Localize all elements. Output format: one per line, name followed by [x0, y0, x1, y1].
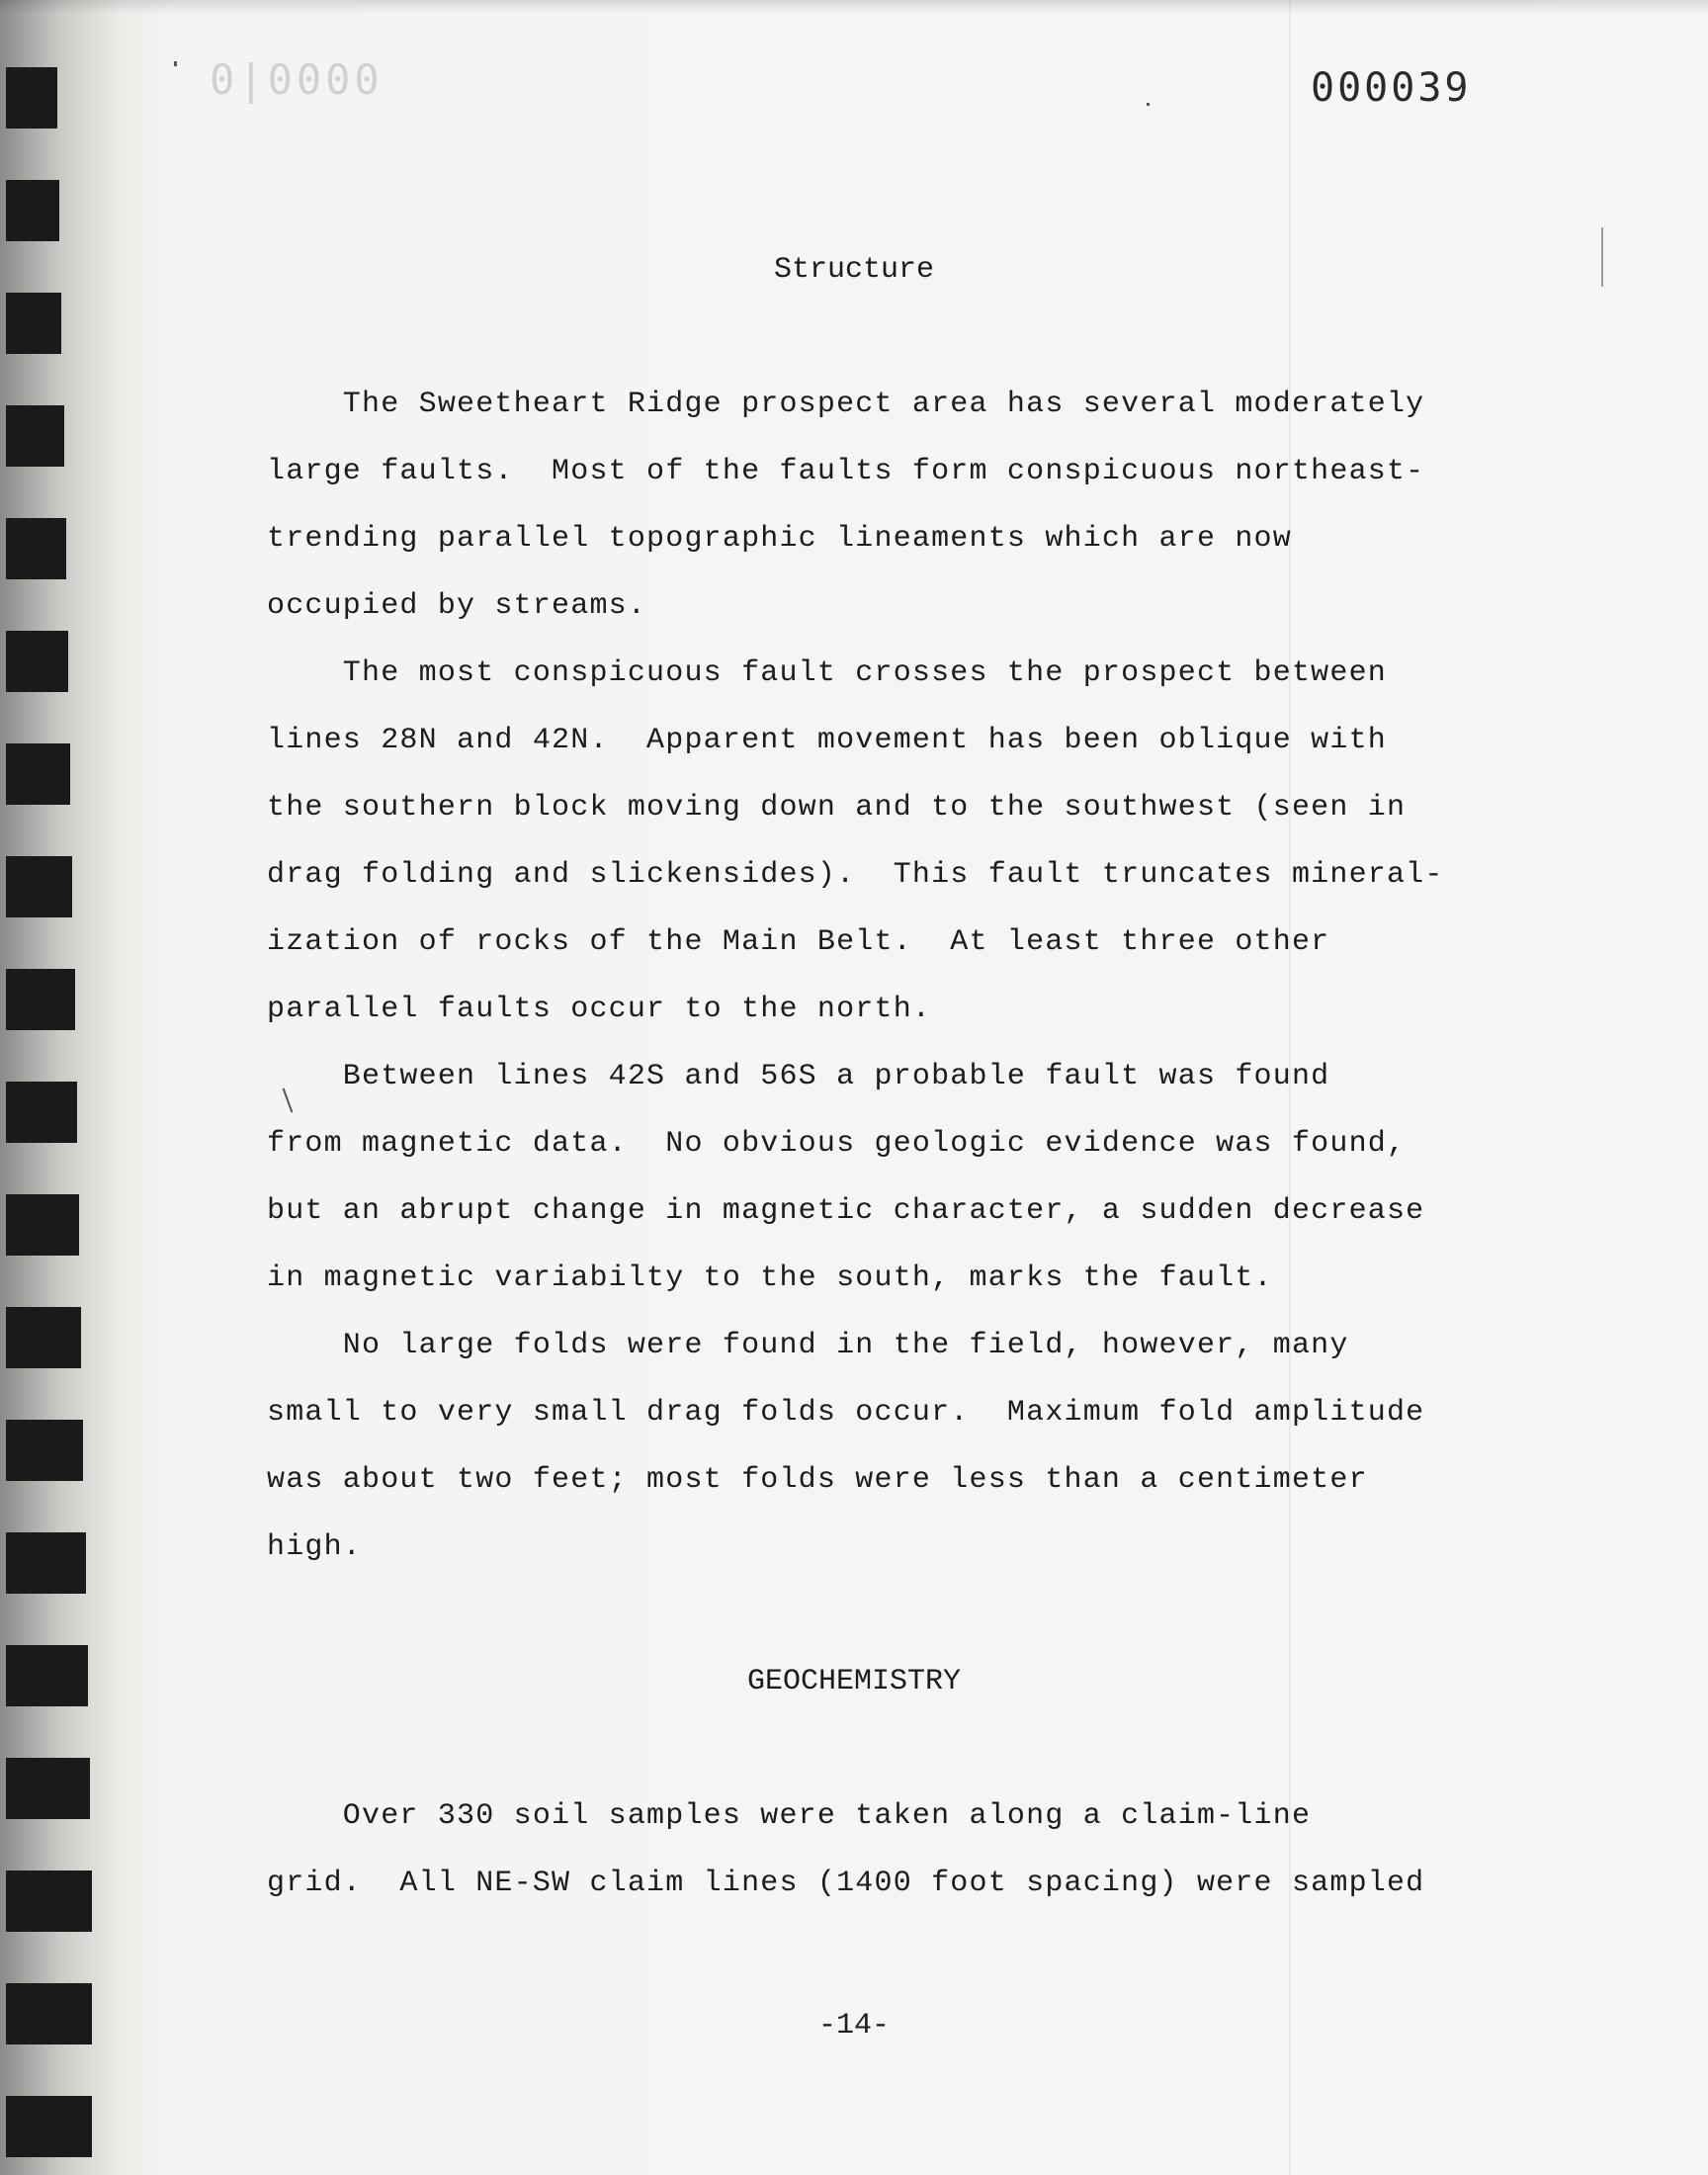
text-line: The most conspicuous fault crosses the prospect between — [267, 656, 1387, 690]
text-line: the southern block moving down and to the southwest (seen in — [267, 791, 1407, 825]
text-line: in magnetic variabilty to the south, marks the fault. — [267, 1262, 1273, 1295]
binding-hole — [6, 293, 61, 354]
binding-hole — [6, 969, 75, 1030]
text-line: No large folds were found in the field, however, many — [267, 1329, 1349, 1362]
binding-hole — [6, 1420, 83, 1481]
binding-strip — [0, 0, 109, 2175]
binding-hole — [6, 856, 72, 917]
text-line: lines 28N and 42N. Apparent movement has been oblique with — [267, 724, 1387, 757]
binding-hole — [6, 631, 68, 692]
text-line: Between lines 42S and 56S a probable fault was found — [267, 1060, 1330, 1093]
scan-speck — [1601, 227, 1603, 287]
binding-hole — [6, 1870, 92, 1932]
text-line: but an abrupt change in magnetic character, a sudden decrease — [267, 1194, 1425, 1228]
scan-speck — [174, 61, 177, 66]
page-number: -14- — [817, 2009, 890, 2043]
geochemistry-heading: GEOCHEMISTRY — [746, 1665, 962, 1698]
text-line: from magnetic data. No obvious geologic evidence was found, — [267, 1127, 1407, 1161]
text-line: small to very small drag folds occur. Maximum fold amplitude — [267, 1396, 1425, 1430]
binding-hole — [6, 1307, 81, 1368]
page-top-edge — [0, 0, 1708, 14]
document-number-stamp: 000039 — [1311, 65, 1472, 111]
binding-hole — [6, 1758, 90, 1819]
text-line: large faults. Most of the faults form conspicuous northeast- — [267, 455, 1425, 488]
binding-hole — [6, 67, 57, 129]
binding-hole — [6, 180, 59, 241]
binding-hole — [6, 1194, 79, 1256]
binding-hole — [6, 1082, 77, 1143]
structure-heading: Structure — [773, 253, 935, 287]
text-line: grid. All NE-SW claim lines (1400 foot spacing) were sampled — [267, 1867, 1425, 1900]
binding-hole — [6, 2096, 92, 2157]
scan-speck — [1147, 103, 1150, 106]
text-line: was about two feet; most folds were less than a centimeter — [267, 1463, 1368, 1497]
text-line: ization of rocks of the Main Belt. At least three other — [267, 925, 1330, 959]
binding-hole — [6, 1532, 86, 1594]
text-line: The Sweetheart Ridge prospect area has several moderately — [267, 388, 1425, 421]
text-line: drag folding and slickensides). This fault truncates mineral- — [267, 858, 1444, 892]
text-line: Over 330 soil samples were taken along a claim-line — [267, 1799, 1312, 1833]
text-line: high. — [267, 1530, 363, 1564]
binding-hole — [6, 518, 66, 579]
text-line: occupied by streams. — [267, 589, 647, 623]
text-line: parallel faults occur to the north. — [267, 993, 932, 1026]
binding-hole — [6, 743, 70, 805]
faint-stamp-number: 0|0000 — [210, 55, 384, 104]
binding-hole — [6, 405, 64, 467]
text-line: trending parallel topographic lineaments which are now — [267, 522, 1292, 556]
